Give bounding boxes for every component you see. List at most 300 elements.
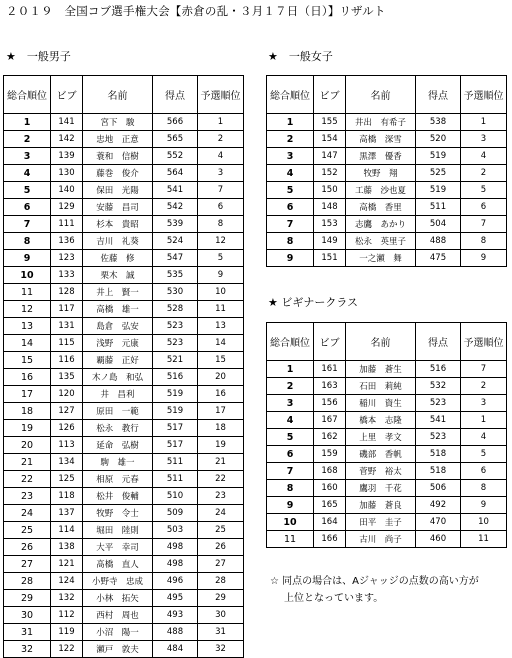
- rank-cell: 11: [4, 284, 51, 301]
- tie-note: [270, 573, 479, 607]
- name-cell: 高橋 香里: [346, 199, 416, 216]
- rank-cell: 10: [267, 514, 314, 531]
- header-row: [267, 323, 507, 361]
- score-cell: 510: [153, 488, 198, 505]
- rank-cell: 2: [267, 378, 314, 395]
- score-cell: 541: [153, 182, 198, 199]
- name-cell: 松井 俊輔: [83, 488, 153, 505]
- bib-cell: 112: [51, 607, 83, 624]
- rank-cell: 23: [4, 488, 51, 505]
- score-cell: 538: [416, 114, 461, 131]
- table-row: [4, 114, 244, 131]
- rank-cell: 1: [267, 361, 314, 378]
- table-row: [267, 497, 507, 514]
- name-cell: 志鷹 あかり: [346, 216, 416, 233]
- qualifying-rank-cell: 17: [198, 403, 244, 420]
- table-row: [267, 361, 507, 378]
- name-cell: 宮下 駿: [83, 114, 153, 131]
- name-cell: 加藤 蒼生: [346, 361, 416, 378]
- rank-cell: 8: [267, 233, 314, 250]
- qualifying-rank-cell: 25: [198, 522, 244, 539]
- qualifying-rank-cell: 2: [461, 165, 507, 182]
- bib-cell: 115: [51, 335, 83, 352]
- name-cell: 保田 光陽: [83, 182, 153, 199]
- name-cell: 工藤 沙也夏: [346, 182, 416, 199]
- rank-cell: 6: [267, 446, 314, 463]
- column-header: 予選順位: [461, 323, 507, 361]
- bib-cell: 114: [51, 522, 83, 539]
- name-cell: 高橋 深雪: [346, 131, 416, 148]
- column-header: 総合順位: [267, 323, 314, 361]
- bib-cell: 134: [51, 454, 83, 471]
- qualifying-rank-cell: 15: [198, 352, 244, 369]
- tie-note-line1: ☆ 同点の場合は、Aジャッジの点数の高い方が: [270, 576, 479, 587]
- qualifying-rank-cell: 5: [461, 182, 507, 199]
- rank-cell: 27: [4, 556, 51, 573]
- bib-cell: 129: [51, 199, 83, 216]
- table-row: [4, 522, 244, 539]
- name-cell: 髙橋 直人: [83, 556, 153, 573]
- bib-cell: 135: [51, 369, 83, 386]
- score-cell: 516: [416, 361, 461, 378]
- bib-cell: 124: [51, 573, 83, 590]
- bib-cell: 165: [314, 497, 346, 514]
- bib-cell: 118: [51, 488, 83, 505]
- table-row: [267, 514, 507, 531]
- table-row: [267, 148, 507, 165]
- column-header: 得点: [153, 76, 198, 114]
- name-cell: 小林 拓矢: [83, 590, 153, 607]
- name-cell: 蓑和 信樹: [83, 148, 153, 165]
- bib-cell: 156: [314, 395, 346, 412]
- name-cell: 小野寺 忠成: [83, 573, 153, 590]
- rank-cell: 5: [4, 182, 51, 199]
- qualifying-rank-cell: 5: [198, 250, 244, 267]
- column-header: ビブ: [51, 76, 83, 114]
- table-row: [267, 114, 507, 131]
- qualifying-rank-cell: 7: [461, 361, 507, 378]
- score-cell: 523: [153, 335, 198, 352]
- rank-cell: 30: [4, 607, 51, 624]
- column-header: 得点: [416, 76, 461, 114]
- table-row: [4, 250, 244, 267]
- name-cell: 田平 圭子: [346, 514, 416, 531]
- rank-cell: 7: [267, 216, 314, 233]
- qualifying-rank-cell: 28: [198, 573, 244, 590]
- name-cell: 大平 幸司: [83, 539, 153, 556]
- qualifying-rank-cell: 18: [198, 420, 244, 437]
- bib-cell: 139: [51, 148, 83, 165]
- qualifying-rank-cell: 30: [198, 607, 244, 624]
- table-row: [4, 182, 244, 199]
- bib-cell: 163: [314, 378, 346, 395]
- qualifying-rank-cell: 7: [461, 216, 507, 233]
- table-row: [267, 531, 507, 548]
- name-cell: 堀田 陸則: [83, 522, 153, 539]
- column-header: 名前: [346, 323, 416, 361]
- bib-cell: 123: [51, 250, 83, 267]
- score-cell: 503: [153, 522, 198, 539]
- name-cell: 原田 一範: [83, 403, 153, 420]
- bib-cell: 137: [51, 505, 83, 522]
- name-cell: 駒 雄一: [83, 454, 153, 471]
- bib-cell: 141: [51, 114, 83, 131]
- qualifying-rank-cell: 5: [461, 446, 507, 463]
- rank-cell: 31: [4, 624, 51, 641]
- name-cell: 栗木 誠: [83, 267, 153, 284]
- score-cell: 519: [416, 148, 461, 165]
- rank-cell: 24: [4, 505, 51, 522]
- bib-cell: 161: [314, 361, 346, 378]
- score-cell: 552: [153, 148, 198, 165]
- bib-cell: 149: [314, 233, 346, 250]
- name-cell: 一之瀬 舞: [346, 250, 416, 267]
- qualifying-rank-cell: 3: [461, 395, 507, 412]
- qualifying-rank-cell: 21: [198, 454, 244, 471]
- qualifying-rank-cell: 6: [198, 199, 244, 216]
- qualifying-rank-cell: 8: [461, 233, 507, 250]
- qualifying-rank-cell: 8: [461, 480, 507, 497]
- bib-cell: 166: [314, 531, 346, 548]
- name-cell: 上里 孝文: [346, 429, 416, 446]
- score-cell: 506: [416, 480, 461, 497]
- qualifying-rank-cell: 9: [198, 267, 244, 284]
- name-cell: 牧野 令士: [83, 505, 153, 522]
- bib-cell: 160: [314, 480, 346, 497]
- table-row: [4, 420, 244, 437]
- score-cell: 547: [153, 250, 198, 267]
- rank-cell: 9: [4, 250, 51, 267]
- score-cell: 530: [153, 284, 198, 301]
- table-row: [4, 556, 244, 573]
- rank-cell: 5: [267, 182, 314, 199]
- table-row: [4, 267, 244, 284]
- score-cell: 511: [153, 471, 198, 488]
- score-cell: 532: [416, 378, 461, 395]
- table-row: [4, 403, 244, 420]
- beginner-heading: ★ ビギナークラス: [268, 296, 359, 309]
- table-row: [4, 505, 244, 522]
- bib-cell: 167: [314, 412, 346, 429]
- table-row: [4, 148, 244, 165]
- bib-cell: 148: [314, 199, 346, 216]
- score-cell: 564: [153, 165, 198, 182]
- women-results-table: [266, 75, 507, 267]
- name-cell: 稲川 資生: [346, 395, 416, 412]
- score-cell: 496: [153, 573, 198, 590]
- column-header: ビブ: [314, 76, 346, 114]
- rank-cell: 16: [4, 369, 51, 386]
- table-row: [4, 454, 244, 471]
- bib-cell: 150: [314, 182, 346, 199]
- table-row: [267, 216, 507, 233]
- header-row: [4, 76, 244, 114]
- rank-cell: 9: [267, 497, 314, 514]
- bib-cell: 120: [51, 386, 83, 403]
- rank-cell: 6: [267, 199, 314, 216]
- qualifying-rank-cell: 6: [461, 463, 507, 480]
- bib-cell: 116: [51, 352, 83, 369]
- bib-cell: 132: [51, 590, 83, 607]
- rank-cell: 3: [267, 148, 314, 165]
- score-cell: 516: [153, 369, 198, 386]
- rank-cell: 10: [4, 267, 51, 284]
- header-row: [267, 76, 507, 114]
- column-header: ビブ: [314, 323, 346, 361]
- table-row: [267, 199, 507, 216]
- rank-cell: 4: [4, 165, 51, 182]
- name-cell: 覇藤 正好: [83, 352, 153, 369]
- rank-cell: 4: [267, 412, 314, 429]
- bib-cell: 147: [314, 148, 346, 165]
- score-cell: 504: [416, 216, 461, 233]
- qualifying-rank-cell: 11: [461, 531, 507, 548]
- score-cell: 565: [153, 131, 198, 148]
- score-cell: 509: [153, 505, 198, 522]
- table-row: [4, 165, 244, 182]
- bib-cell: 119: [51, 624, 83, 641]
- table-row: [267, 463, 507, 480]
- men-results-table: [3, 75, 244, 658]
- rank-cell: 15: [4, 352, 51, 369]
- rank-cell: 7: [4, 216, 51, 233]
- table-row: [4, 539, 244, 556]
- table-row: [267, 446, 507, 463]
- bib-cell: 111: [51, 216, 83, 233]
- qualifying-rank-cell: 11: [198, 301, 244, 318]
- score-cell: 519: [153, 403, 198, 420]
- qualifying-rank-cell: 1: [198, 114, 244, 131]
- women-heading: ★ 一般女子: [268, 50, 333, 63]
- name-cell: 島倉 弘安: [83, 318, 153, 335]
- bib-cell: 142: [51, 131, 83, 148]
- bib-cell: 126: [51, 420, 83, 437]
- table-row: [4, 386, 244, 403]
- rank-cell: 20: [4, 437, 51, 454]
- score-cell: 498: [153, 539, 198, 556]
- qualifying-rank-cell: 4: [461, 429, 507, 446]
- column-header: 予選順位: [198, 76, 244, 114]
- rank-cell: 26: [4, 539, 51, 556]
- table-row: [267, 378, 507, 395]
- bib-cell: 162: [314, 429, 346, 446]
- rank-cell: 18: [4, 403, 51, 420]
- qualifying-rank-cell: 19: [198, 437, 244, 454]
- table-row: [267, 165, 507, 182]
- bib-cell: 140: [51, 182, 83, 199]
- score-cell: 519: [416, 182, 461, 199]
- bib-cell: 130: [51, 165, 83, 182]
- bib-cell: 122: [51, 641, 83, 658]
- name-cell: 井出 有希子: [346, 114, 416, 131]
- bib-cell: 113: [51, 437, 83, 454]
- rank-cell: 8: [267, 480, 314, 497]
- qualifying-rank-cell: 10: [461, 514, 507, 531]
- rank-cell: 21: [4, 454, 51, 471]
- score-cell: 493: [153, 607, 198, 624]
- table-row: [4, 624, 244, 641]
- name-cell: 杉本 貴昭: [83, 216, 153, 233]
- rank-cell: 1: [267, 114, 314, 131]
- table-row: [4, 369, 244, 386]
- qualifying-rank-cell: 4: [461, 148, 507, 165]
- name-cell: 菅野 裕太: [346, 463, 416, 480]
- name-cell: 黒澤 優香: [346, 148, 416, 165]
- rank-cell: 5: [267, 429, 314, 446]
- name-cell: 磯部 香帆: [346, 446, 416, 463]
- rank-cell: 1: [4, 114, 51, 131]
- name-cell: 松永 英里子: [346, 233, 416, 250]
- name-cell: 井 昌利: [83, 386, 153, 403]
- bib-cell: 168: [314, 463, 346, 480]
- bib-cell: 138: [51, 539, 83, 556]
- score-cell: 511: [416, 199, 461, 216]
- rank-cell: 4: [267, 165, 314, 182]
- bib-cell: 153: [314, 216, 346, 233]
- bib-cell: 133: [51, 267, 83, 284]
- table-row: [4, 199, 244, 216]
- score-cell: 566: [153, 114, 198, 131]
- name-cell: 松永 教行: [83, 420, 153, 437]
- score-cell: 524: [153, 233, 198, 250]
- qualifying-rank-cell: 9: [461, 497, 507, 514]
- qualifying-rank-cell: 3: [461, 131, 507, 148]
- name-cell: 佐藤 修: [83, 250, 153, 267]
- score-cell: 528: [153, 301, 198, 318]
- table-row: [4, 488, 244, 505]
- score-cell: 542: [153, 199, 198, 216]
- name-cell: 井上 賢一: [83, 284, 153, 301]
- beginner-results-table: [266, 322, 507, 548]
- score-cell: 488: [153, 624, 198, 641]
- table-row: [267, 412, 507, 429]
- rank-cell: 25: [4, 522, 51, 539]
- rank-cell: 3: [267, 395, 314, 412]
- qualifying-rank-cell: 9: [461, 250, 507, 267]
- qualifying-rank-cell: 31: [198, 624, 244, 641]
- qualifying-rank-cell: 16: [198, 386, 244, 403]
- rank-cell: 7: [267, 463, 314, 480]
- table-row: [4, 573, 244, 590]
- score-cell: 535: [153, 267, 198, 284]
- name-cell: 橋本 志隆: [346, 412, 416, 429]
- score-cell: 460: [416, 531, 461, 548]
- qualifying-rank-cell: 4: [198, 148, 244, 165]
- score-cell: 518: [416, 446, 461, 463]
- qualifying-rank-cell: 2: [198, 131, 244, 148]
- column-header: 総合順位: [4, 76, 51, 114]
- bib-cell: 152: [314, 165, 346, 182]
- name-cell: 高橋 雄一: [83, 301, 153, 318]
- page-title: ２０１９ 全国コブ選手権大会【赤倉の乱・３月１７日（日）】リザルト: [6, 4, 386, 18]
- bib-cell: 136: [51, 233, 83, 250]
- rank-cell: 22: [4, 471, 51, 488]
- qualifying-rank-cell: 12: [198, 233, 244, 250]
- rank-cell: 13: [4, 318, 51, 335]
- rank-cell: 9: [267, 250, 314, 267]
- qualifying-rank-cell: 10: [198, 284, 244, 301]
- bib-cell: 117: [51, 301, 83, 318]
- qualifying-rank-cell: 23: [198, 488, 244, 505]
- table-row: [4, 131, 244, 148]
- rank-cell: 3: [4, 148, 51, 165]
- qualifying-rank-cell: 1: [461, 412, 507, 429]
- men-heading: ★ 一般男子: [6, 50, 71, 63]
- score-cell: 517: [153, 420, 198, 437]
- score-cell: 519: [153, 386, 198, 403]
- score-cell: 492: [416, 497, 461, 514]
- bib-cell: 121: [51, 556, 83, 573]
- score-cell: 521: [153, 352, 198, 369]
- rank-cell: 17: [4, 386, 51, 403]
- qualifying-rank-cell: 3: [198, 165, 244, 182]
- score-cell: 498: [153, 556, 198, 573]
- rank-cell: 8: [4, 233, 51, 250]
- name-cell: 瀬戸 敦夫: [83, 641, 153, 658]
- name-cell: 藤巻 俊介: [83, 165, 153, 182]
- table-row: [267, 480, 507, 497]
- name-cell: 加藤 蒼良: [346, 497, 416, 514]
- name-cell: 西村 周也: [83, 607, 153, 624]
- table-row: [4, 607, 244, 624]
- table-row: [4, 284, 244, 301]
- name-cell: 木ノ島 和弘: [83, 369, 153, 386]
- qualifying-rank-cell: 22: [198, 471, 244, 488]
- column-header: 名前: [346, 76, 416, 114]
- rank-cell: 32: [4, 641, 51, 658]
- rank-cell: 19: [4, 420, 51, 437]
- bib-cell: 164: [314, 514, 346, 531]
- table-row: [267, 182, 507, 199]
- table-row: [4, 233, 244, 250]
- bib-cell: 128: [51, 284, 83, 301]
- score-cell: 520: [416, 131, 461, 148]
- score-cell: 523: [416, 395, 461, 412]
- table-row: [4, 471, 244, 488]
- score-cell: 525: [416, 165, 461, 182]
- column-header: 名前: [83, 76, 153, 114]
- rank-cell: 14: [4, 335, 51, 352]
- qualifying-rank-cell: 24: [198, 505, 244, 522]
- score-cell: 484: [153, 641, 198, 658]
- table-row: [4, 352, 244, 369]
- bib-cell: 125: [51, 471, 83, 488]
- bib-cell: 154: [314, 131, 346, 148]
- score-cell: 470: [416, 514, 461, 531]
- table-row: [4, 590, 244, 607]
- score-cell: 475: [416, 250, 461, 267]
- score-cell: 511: [153, 454, 198, 471]
- score-cell: 539: [153, 216, 198, 233]
- name-cell: 石田 莉純: [346, 378, 416, 395]
- qualifying-rank-cell: 8: [198, 216, 244, 233]
- rank-cell: 11: [267, 531, 314, 548]
- name-cell: 小沼 陽一: [83, 624, 153, 641]
- qualifying-rank-cell: 29: [198, 590, 244, 607]
- table-row: [4, 318, 244, 335]
- score-cell: 523: [416, 429, 461, 446]
- qualifying-rank-cell: 6: [461, 199, 507, 216]
- rank-cell: 28: [4, 573, 51, 590]
- qualifying-rank-cell: 7: [198, 182, 244, 199]
- bib-cell: 159: [314, 446, 346, 463]
- rank-cell: 2: [4, 131, 51, 148]
- name-cell: 牧野 翔: [346, 165, 416, 182]
- qualifying-rank-cell: 27: [198, 556, 244, 573]
- name-cell: 古川 尚子: [346, 531, 416, 548]
- score-cell: 541: [416, 412, 461, 429]
- qualifying-rank-cell: 32: [198, 641, 244, 658]
